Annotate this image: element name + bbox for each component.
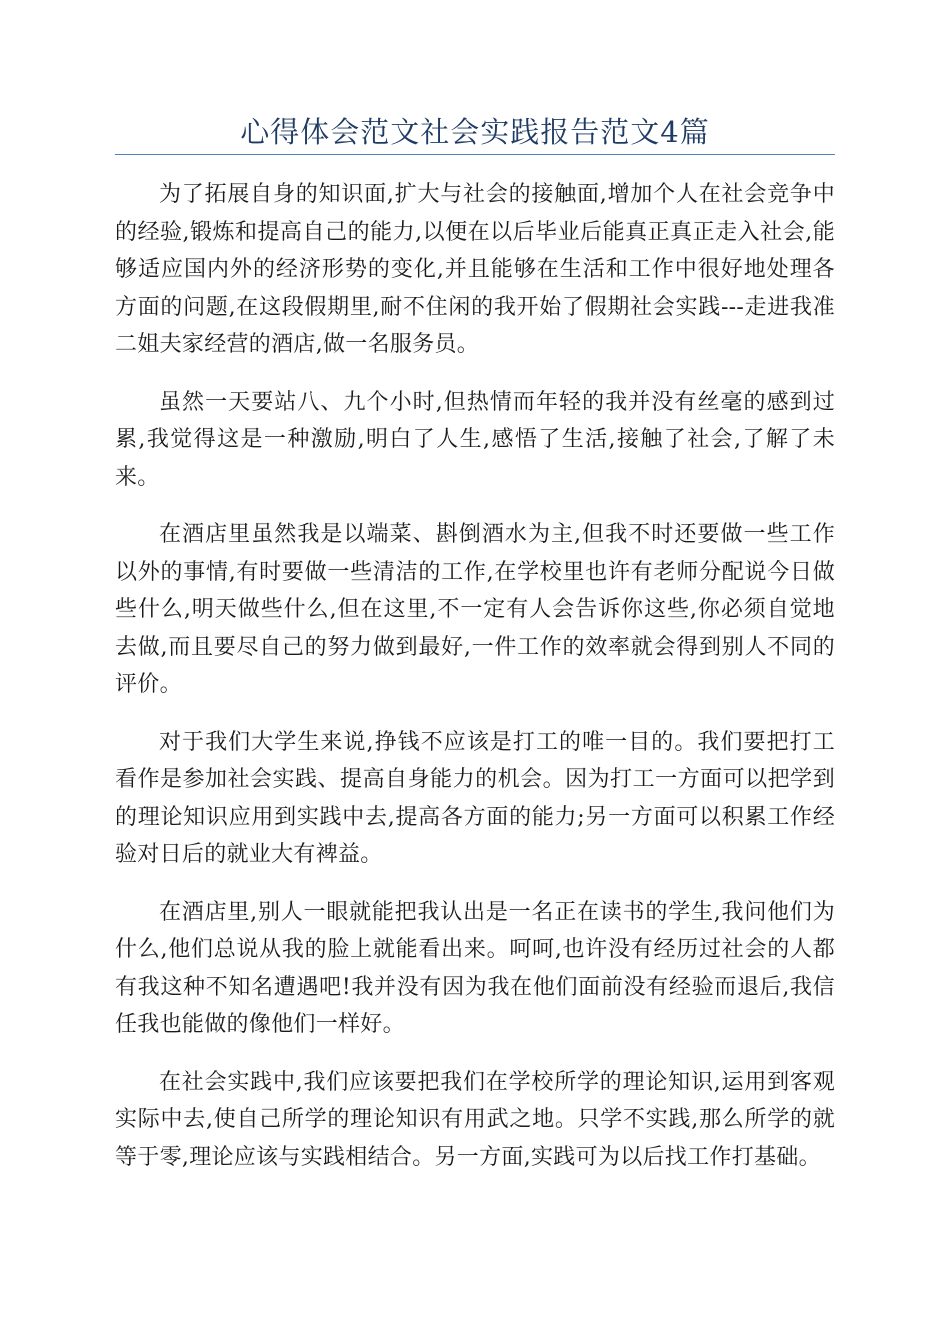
- paragraph-1: 为了拓展自身的知识面,扩大与社会的接触面,增加个人在社会竞争中的经验,锻炼和提高自己的能力,以便在以后毕业后能真正真正走入社会,能够适应国内外的经济形势的变化,并且能够在生活和工作中很好地处理各方面的问题,在这段假期里,耐不住闲的我开始了假期社会实践---走进我准二姐夫家经营的酒店,做一名服务员。: [115, 182, 835, 357]
- paragraph-4: 对于我们大学生来说,挣钱不应该是打工的唯一目的。我们要把打工看作是参加社会实践、提高自身能力的机会。因为打工一方面可以把学到的理论知识应用到实践中去,提高各方面的能力;另一方面可以积累工作经验对日后的就业大有裨益。: [115, 729, 835, 867]
- paragraph-5: 在酒店里,别人一眼就能把我认出是一名正在读书的学生,我问他们为什么,他们总说从我的脸上就能看出来。呵呵,也许没有经历过社会的人都有我这种不知名遭遇吧!我并没有因为我在他们面前没有经验而退后,我信任我也能做的像他们一样好。: [115, 899, 835, 1037]
- title-underline: [115, 154, 835, 155]
- document-body: [115, 176, 835, 1196]
- paragraph-6: 在社会实践中,我们应该要把我们在学校所学的理论知识,运用到客观实际中去,使自己所学的理论知识有用武之地。只学不实践,那么所学的就等于零,理论应该与实践相结合。另一方面,实践可为以后找工作打基础。: [115, 1069, 835, 1170]
- page-title: 心得体会范文社会实践报告范文4篇: [240, 115, 710, 149]
- paragraph-2: 虽然一天要站八、九个小时,但热情而年轻的我并没有丝毫的感到过累,我觉得这是一种激励,明白了人生,感悟了生活,接触了社会,了解了未来。: [115, 389, 835, 490]
- paragraph-3: 在酒店里虽然我是以端菜、斟倒酒水为主,但我不时还要做一些工作以外的事情,有时要做一些清洁的工作,在学校里也许有老师分配说今日做些什么,明天做些什么,但在这里,不一定有人会告诉你这些,你必须自觉地去做,而且要尽自己的努力做到最好,一件工作的效率就会得到别人不同的评价。: [115, 522, 835, 697]
